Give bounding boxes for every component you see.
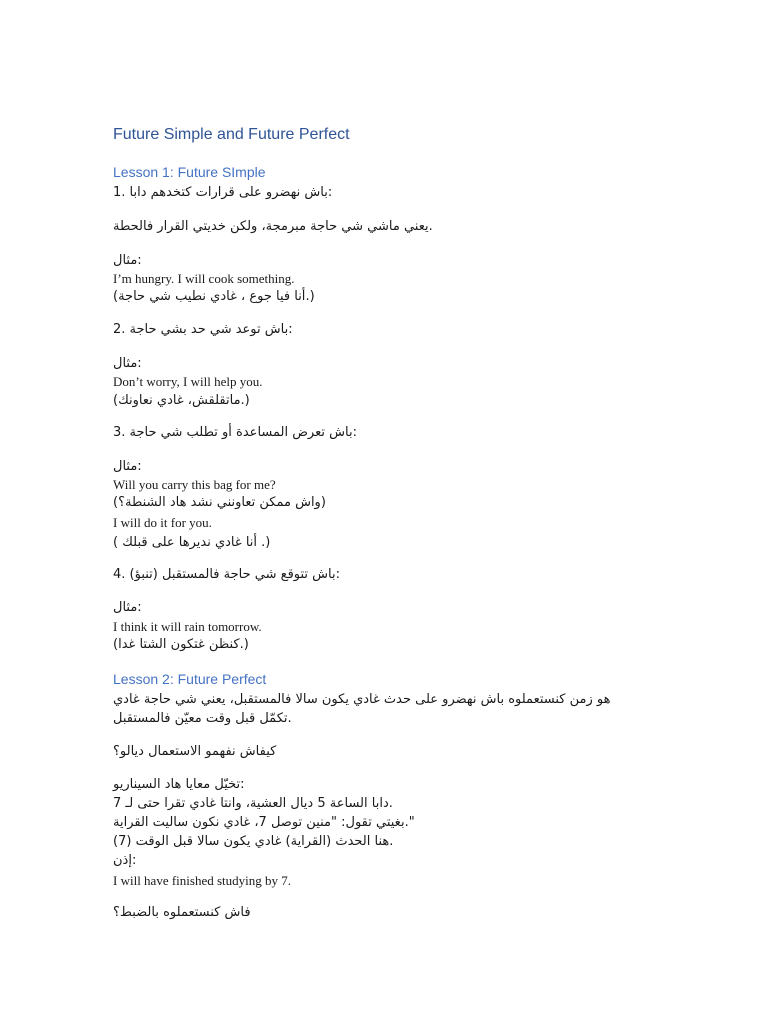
example-arabic: (واش ممكن تعاونني نشد هاد الشنطة؟) [113, 495, 326, 510]
document-title: Future Simple and Future Perfect [113, 126, 350, 143]
example-label: مثال: [113, 253, 142, 268]
scenario-line: هنا الحدث (القراية) غادي يكون سالا قبل الوقت (7). [113, 834, 394, 849]
lesson2-question: فاش كنستعملوه بالضبط؟ [113, 905, 251, 920]
lesson2-definition-line1: هو زمن كنستعملوه باش نهضرو على حدث غادي يكون سالا فالمستقبل، يعني شي حاجة غادي [113, 692, 611, 707]
lesson1-use4: 4. باش تتوقع شي حاجة فالمستقبل (تنبؤ): [113, 567, 341, 582]
example-english: Don’t worry, I will help you. [113, 374, 263, 389]
scenario-line: دابا الساعة 5 ديال العشية، وانتا غادي تقرا حتى لـ 7. [113, 796, 393, 811]
lesson2-heading: Lesson 2: Future Perfect [113, 671, 267, 687]
conclusion-label: إذن: [113, 853, 137, 868]
example-english: I think it will rain tomorrow. [113, 619, 262, 634]
conclusion-english: I will have finished studying by 7. [113, 873, 292, 888]
lesson1-use1: 1. باش نهضرو على قرارات كتخدهم دابا: [113, 185, 333, 200]
example-english: Will you carry this bag for me? [113, 477, 276, 492]
example-label: مثال: [113, 459, 142, 474]
example-label: مثال: [113, 600, 142, 615]
example-label: مثال: [113, 356, 142, 371]
lesson1-use3: 3. باش تعرض المساعدة أو تطلب شي حاجة: [113, 425, 357, 440]
example-arabic: (أنا فيا جوع ، غادي نطيب شي حاجة.) [113, 289, 315, 304]
lesson2-definition-line2: تكمّل قبل وقت معيّن فالمستقبل. [113, 711, 292, 726]
example-arabic: (كنظن غتكون الشتا غدا.) [113, 637, 249, 652]
example-english: I’m hungry. I will cook something. [113, 271, 295, 286]
lesson2-question: كيفاش نفهمو الاستعمال ديالو؟ [113, 744, 277, 759]
scenario-label: تخيّل معايا هاد السيناريو: [113, 777, 245, 792]
lesson1-use1-explanation: يعني ماشي شي حاجة مبرمجة، ولكن خديتي القرار فالحطة. [113, 219, 433, 234]
lesson1-heading: Lesson 1: Future SImple [113, 164, 266, 180]
lesson1-use2: 2. باش توعد شي حد بشي حاجة: [113, 322, 293, 337]
example-arabic: (ماتقلقش، غادي نعاونك.) [113, 393, 250, 408]
example-arabic: ( أنا غادي نديرها على قبلك .) [113, 535, 271, 550]
scenario-line: بغيتي تقول: "منين توصل 7، غادي نكون ساليت القراية." [113, 815, 415, 830]
example-english: I will do it for you. [113, 515, 212, 530]
